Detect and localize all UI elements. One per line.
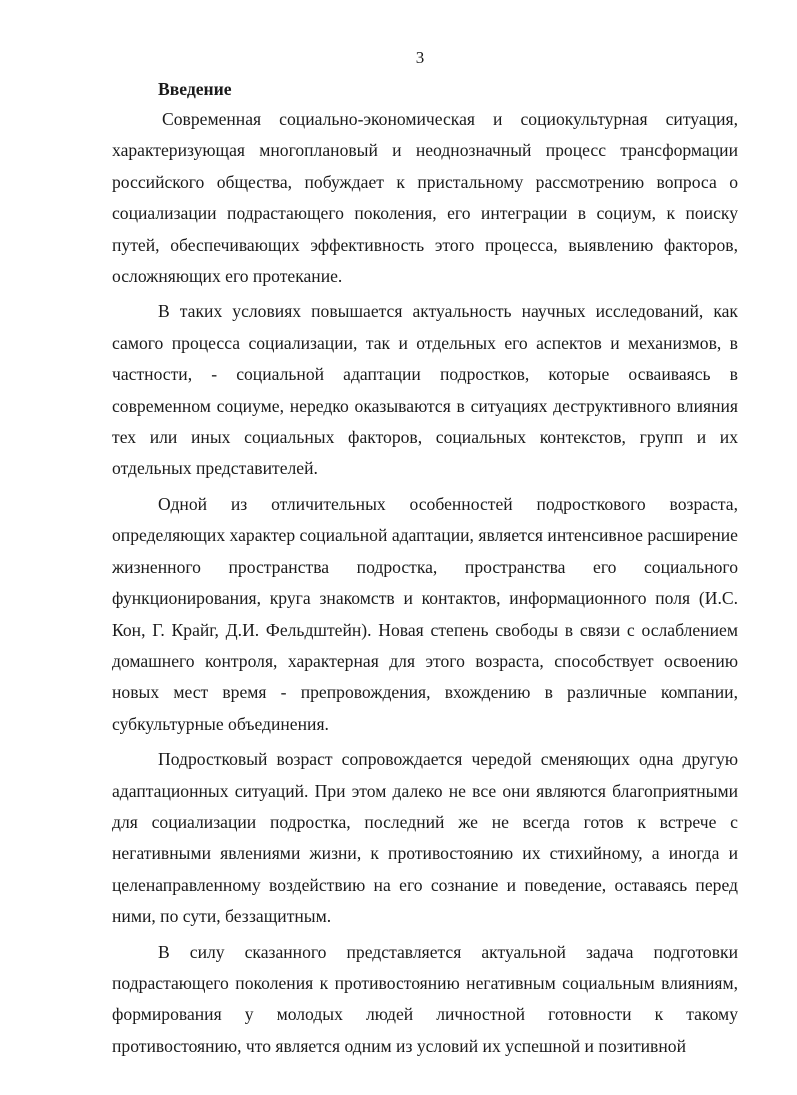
section-heading: Введение [158,79,232,99]
document-body [112,76,738,1062]
paragraph-5: В силу сказанного представляется актуальной задача подготовки подрастающего поколения к противостоянию негативным социальным влияниям, формирования у молодых людей личностной готовности к такому противостоянию, что является одним из условий их успешной и позитивной [112,941,738,1056]
paragraph-1: Современная социально-экономическая и социокультурная ситуация, характеризующая многоплановый и неоднозначный процесс трансформации российского общества, побуждает к пристальному рассмотрению вопроса о социализации подрастающего поколения, его интеграции в социум, к поиску путей, обеспечивающих эффективность этого процесса, выявлению факторов, осложняющих его протекание. [112,109,738,287]
page-number: 3 [415,48,425,67]
paragraph-4: Подростковый возраст сопровождается чередой сменяющих одна другую адаптационных ситуаций. При этом далеко не все они являются благоприятными для социализации подростка, последний же не всегда готов к встрече с негативными явлениями жизни, к противостоянию их стихийному, а иногда и целенаправленному воздействию на его сознание и поведение, оставаясь перед ними, по сути, беззащитным. [112,749,738,927]
paragraph-2: В таких условиях повышается актуальность научных исследований, как самого процесса социализации, так и отдельных его аспектов и механизмов, в частности, - социальной адаптации подростков, которые осваиваясь в современном социуме, нередко оказываются в ситуациях деструктивного влияния тех или иных социальных факторов, социальных контекстов, групп и их отдельных представителей. [112,301,738,479]
paragraph-3: Одной из отличительных особенностей подросткового возраста, определяющих характер социальной адаптации, является интенсивное расширение жизненного пространства подростка, пространства его социального функционирования, круга знакомств и контактов, информационного поля (И.С. Кон, Г. Крайг, Д.И. Фельдштейн). Новая степень свободы в связи с ослаблением домашнего контроля, характерная для этого возраста, способствует освоению новых мест время - препровождения, вхождению в различные компании, субкультурные объединения. [112,493,738,734]
